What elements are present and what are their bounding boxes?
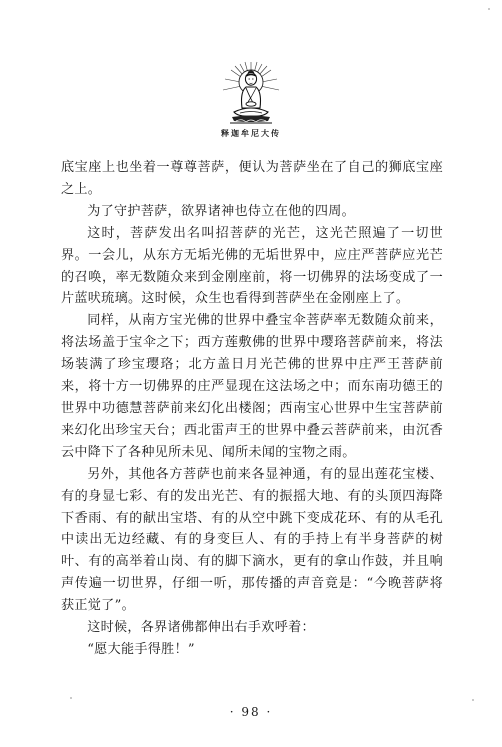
body-text (61, 157, 443, 661)
page-number: · 98 · (229, 705, 273, 719)
scan-speck (70, 697, 72, 699)
paragraph: 另外，其他各方菩萨也前来各显神通，有的显出莲花宝楼、有的身显七彩、有的发出光芒、有的振摇大地、有的头顶四海降下香雨、有的献出宝塔、有的从空中跳下变成花环、有的从毛孔中读出无边经藏、有的身变巨人、有的手持上有半身菩萨的树叶、有的高举着山岗、有的脚下滴水，更有的拿山作鼓，并且响声传遍一切世界，仔细一听，那传播的声音竟是：“今晚菩萨将获正觉了”。 (61, 466, 443, 614)
paragraph: 同样，从南方宝光佛的世界中叠宝伞菩萨率无数随众前来，将法场盖于宝伞之下；西方莲敷佛的世界中璎珞菩萨前来，将法场装满了珍宝璎珞；北方盖日月光芒佛的世界中庄严王菩萨前来，将十方一切佛界的庄严显现在这法场之中；而东南功德王的世界中功德慧菩萨前来幻化出楼阁；西南宝心世界中生宝菩萨前来幻化出珍宝天台；西北雷声王的世界中叠云菩萨前来，由沉香云中降下了各种见所未见、闻所未闻的宝物之雨。 (61, 313, 443, 460)
paragraph: “愿大能手得胜！” (87, 641, 195, 657)
scan-speck (472, 699, 474, 701)
scan-speck (488, 8, 490, 10)
paragraph: 底宝座上也坐着一尊尊菩萨，便认为菩萨坐在了自己的狮底宝座之上。 (61, 160, 443, 197)
paragraph: 为了守护菩萨，欲界诸神也侍立在他的四周。 (87, 203, 356, 219)
paragraph: 这时候，各界诸佛都伸出右手欢呼着： (87, 620, 315, 636)
paragraph: 这时，菩萨发出名叫招菩萨的光芒，这光芒照遍了一切世界。一会儿，从东方无垢光佛的无垢世界中，应庄严菩萨应光芒的召唤，率无数随众来到金刚座前，将一切佛界的法场变成了一片蓝吠琉璃。这时候，众生也看得到菩萨坐在金刚座上了。 (61, 225, 443, 307)
book-title-caption: 释迦牟尼大传 (221, 128, 281, 138)
seated-buddha-icon (218, 60, 284, 126)
